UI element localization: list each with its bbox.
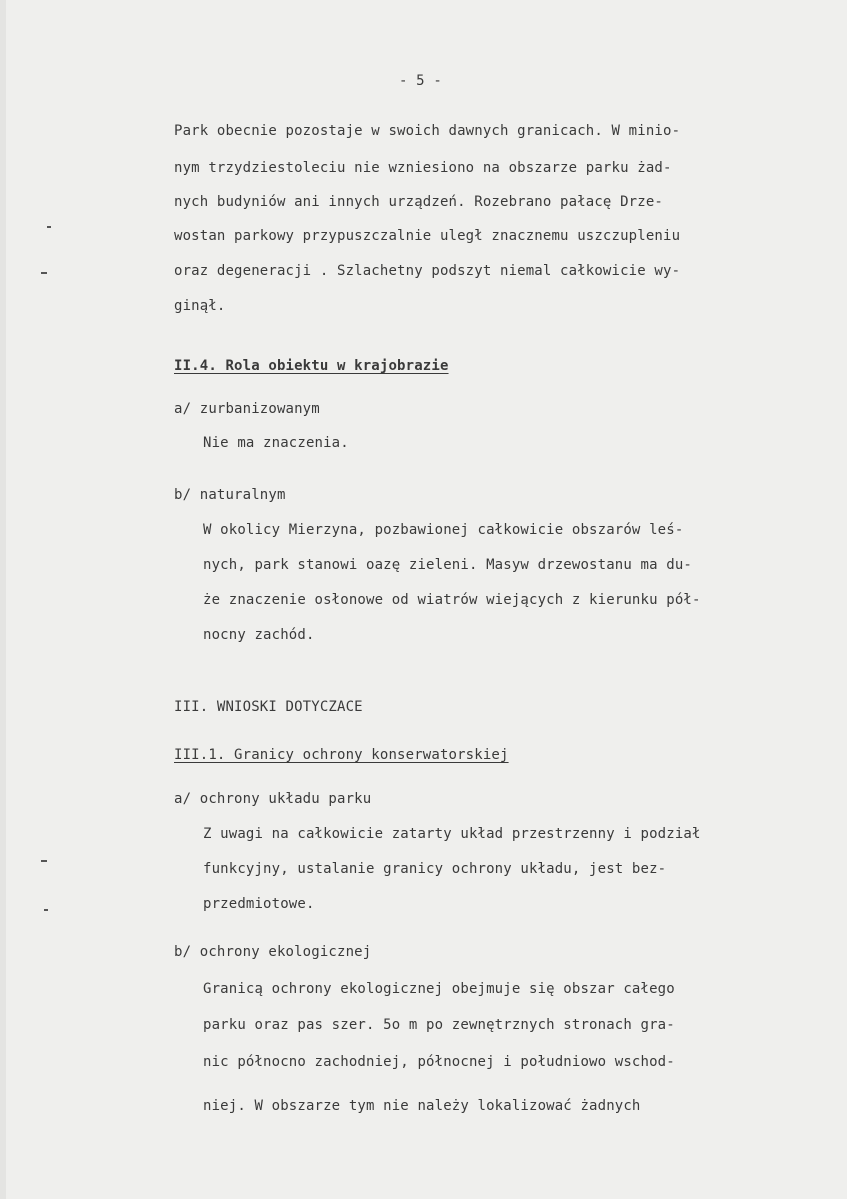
list-text: W okolicy Mierzyna, pozbawionej całkowicie obszarów leś- <box>203 522 684 538</box>
section-heading: III. WNIOSKI DOTYCZACE <box>174 699 363 715</box>
paragraph-line: oraz degeneracji . Szlachetny podszyt niemal całkowicie wy- <box>174 263 681 279</box>
list-label: a/ zurbanizowanym <box>174 401 320 417</box>
list-text: funkcyjny, ustalanie granicy ochrony układu, jest bez- <box>203 861 667 877</box>
paragraph-line: ginął. <box>174 298 226 314</box>
list-label: a/ ochrony układu parku <box>174 791 372 807</box>
section-heading: II.4. Rola obiektu w krajobrazie <box>174 358 449 374</box>
subsection-heading: III.1. Granicy ochrony konserwatorskiej <box>174 747 509 763</box>
margin-mark <box>47 226 51 228</box>
paragraph-line: nym trzydziestoleciu nie wzniesiono na obszarze parku żad- <box>174 160 672 176</box>
scan-edge <box>0 0 6 1199</box>
margin-mark <box>41 272 47 274</box>
list-label: b/ naturalnym <box>174 487 286 503</box>
list-label: b/ ochrony ekologicznej <box>174 944 372 960</box>
page-number: - 5 - <box>399 73 442 89</box>
list-text: że znaczenie osłonowe od wiatrów wiejących z kierunku pół- <box>203 592 701 608</box>
list-text: parku oraz pas szer. 5o m po zewnętrznych stronach gra- <box>203 1017 675 1033</box>
margin-mark <box>44 909 48 911</box>
paragraph-line: Park obecnie pozostaje w swoich dawnych granicach. W minio- <box>174 123 681 139</box>
list-text: Nie ma znaczenia. <box>203 435 349 451</box>
list-text: nych, park stanowi oazę zieleni. Masyw drzewostanu ma du- <box>203 557 692 573</box>
list-text: Granicą ochrony ekologicznej obejmuje się obszar całego <box>203 981 675 997</box>
paragraph-line: wostan parkowy przypuszczalnie uległ znacznemu uszczupleniu <box>174 228 681 244</box>
paragraph-line: nych budyniów ani innych urządzeń. Rozebrano pałacę Drze- <box>174 194 663 210</box>
list-text: przedmiotowe. <box>203 896 315 912</box>
list-text: niej. W obszarze tym nie należy lokalizować żadnych <box>203 1098 641 1114</box>
margin-mark <box>41 860 47 862</box>
list-text: nocny zachód. <box>203 627 315 643</box>
list-text: Z uwagi na całkowicie zatarty układ przestrzenny i podział <box>203 826 701 842</box>
list-text: nic północno zachodniej, północnej i południowo wschod- <box>203 1054 675 1070</box>
